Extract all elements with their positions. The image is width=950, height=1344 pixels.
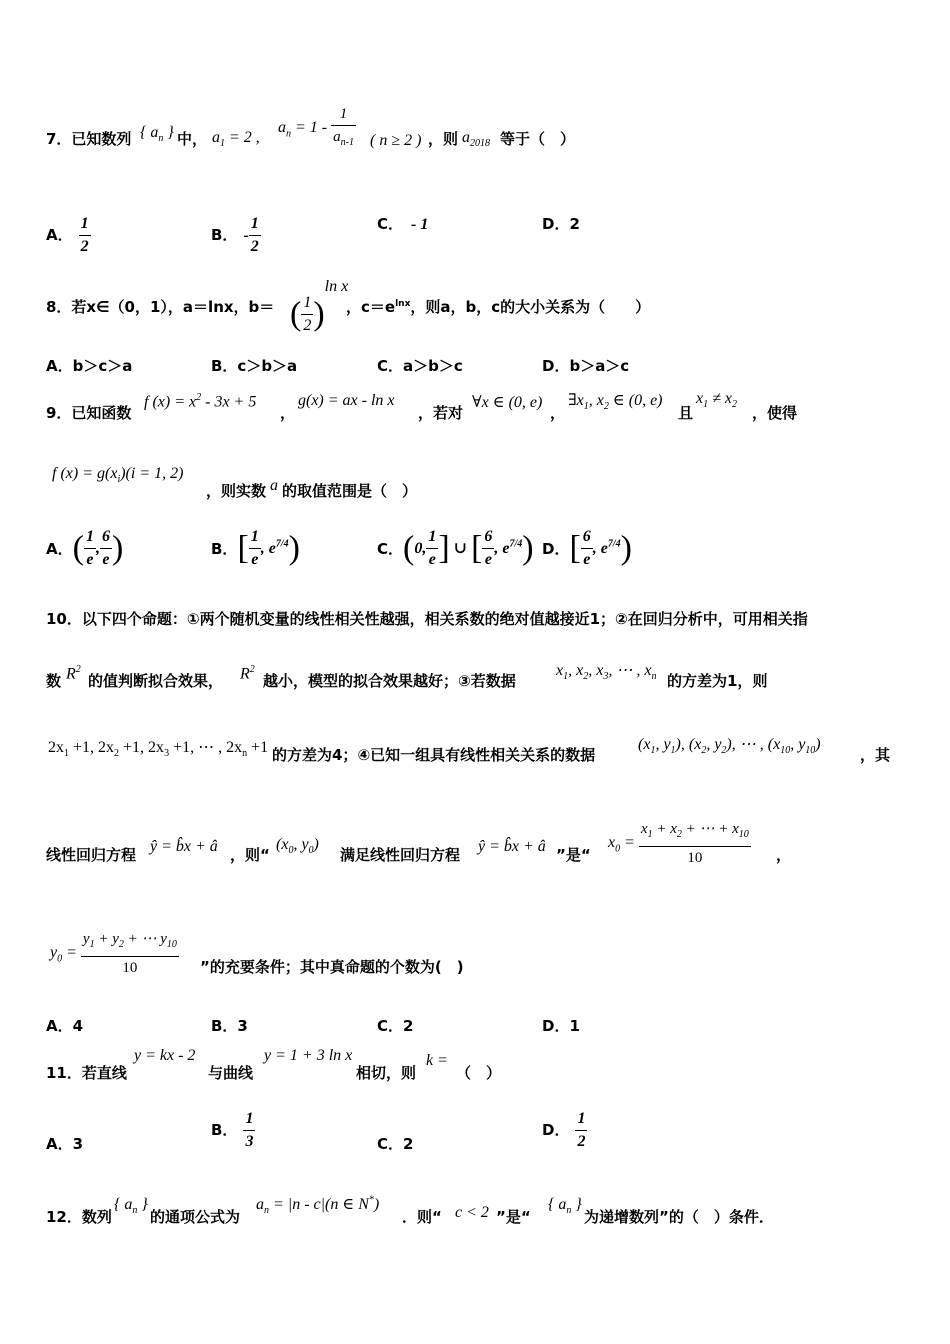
q10-option-b: B．3: [211, 1017, 248, 1035]
q9-option-b: B．[ $\frac{1}{e}$ , $e^{7/4}$): [211, 528, 300, 568]
q11-option-d: D． $\frac{1}{2}$: [542, 1110, 586, 1150]
q8-text: 8．若x∈（0，1），a＝lnx，b＝: [46, 298, 275, 316]
q9-option-d: D．[ $\frac{6}{e}$ , $e^{7/4}$): [542, 528, 632, 568]
q8-option-b: B．c＞b＞a: [211, 357, 298, 375]
q11-option-b: B． $\frac{1}{3}$: [211, 1110, 254, 1150]
q7-option-d: D．2: [542, 215, 580, 233]
q8-option-d: D．b＞a＞c: [542, 357, 630, 375]
q8-power: ( $\frac{1}{2}$ )$^{ln x}$: [290, 278, 349, 334]
q11-option-c: C．2: [377, 1135, 414, 1153]
q11-option-a: A．3: [46, 1135, 84, 1153]
q7-number: 7．已知数列: [46, 130, 132, 148]
q7-formula: $a_n = 1$ - $\frac{1}{a_{n-1}}$: [278, 103, 356, 154]
q7-option-b: B． - $\frac{1}{2}$: [211, 215, 259, 255]
q8-option-c: C．a＞b＞c: [377, 357, 463, 375]
q8-option-a: A．b＞c＞a: [46, 357, 133, 375]
q10-line1: 10．以下四个命题：①两个随机变量的线性相关性越强，相关系数的绝对值越接近1；②在回归分析中，可用相关指: [46, 610, 808, 628]
q10-option-d: D．1: [542, 1017, 580, 1035]
q10-option-c: C．2: [377, 1017, 414, 1035]
q10-option-a: A．4: [46, 1017, 84, 1035]
q7-option-a: A． $\frac{1}{2}$: [46, 215, 89, 255]
q9-number: 9．已知函数: [46, 404, 132, 422]
q7-a1: $a_1 = 2$ ,: [212, 129, 260, 150]
q9-option-a: A．( $\frac{1}{e}$ , $\frac{6}{e}$ ): [46, 528, 124, 568]
q9-option-c: C．(0, $\frac{1}{e}$ ] ∪ [ $\frac{6}{e}$ , $e^{7/4}$): [377, 528, 534, 568]
q7-seq: { $a_n$ }: [140, 124, 174, 145]
q7-option-c: C． - 1: [377, 215, 429, 233]
